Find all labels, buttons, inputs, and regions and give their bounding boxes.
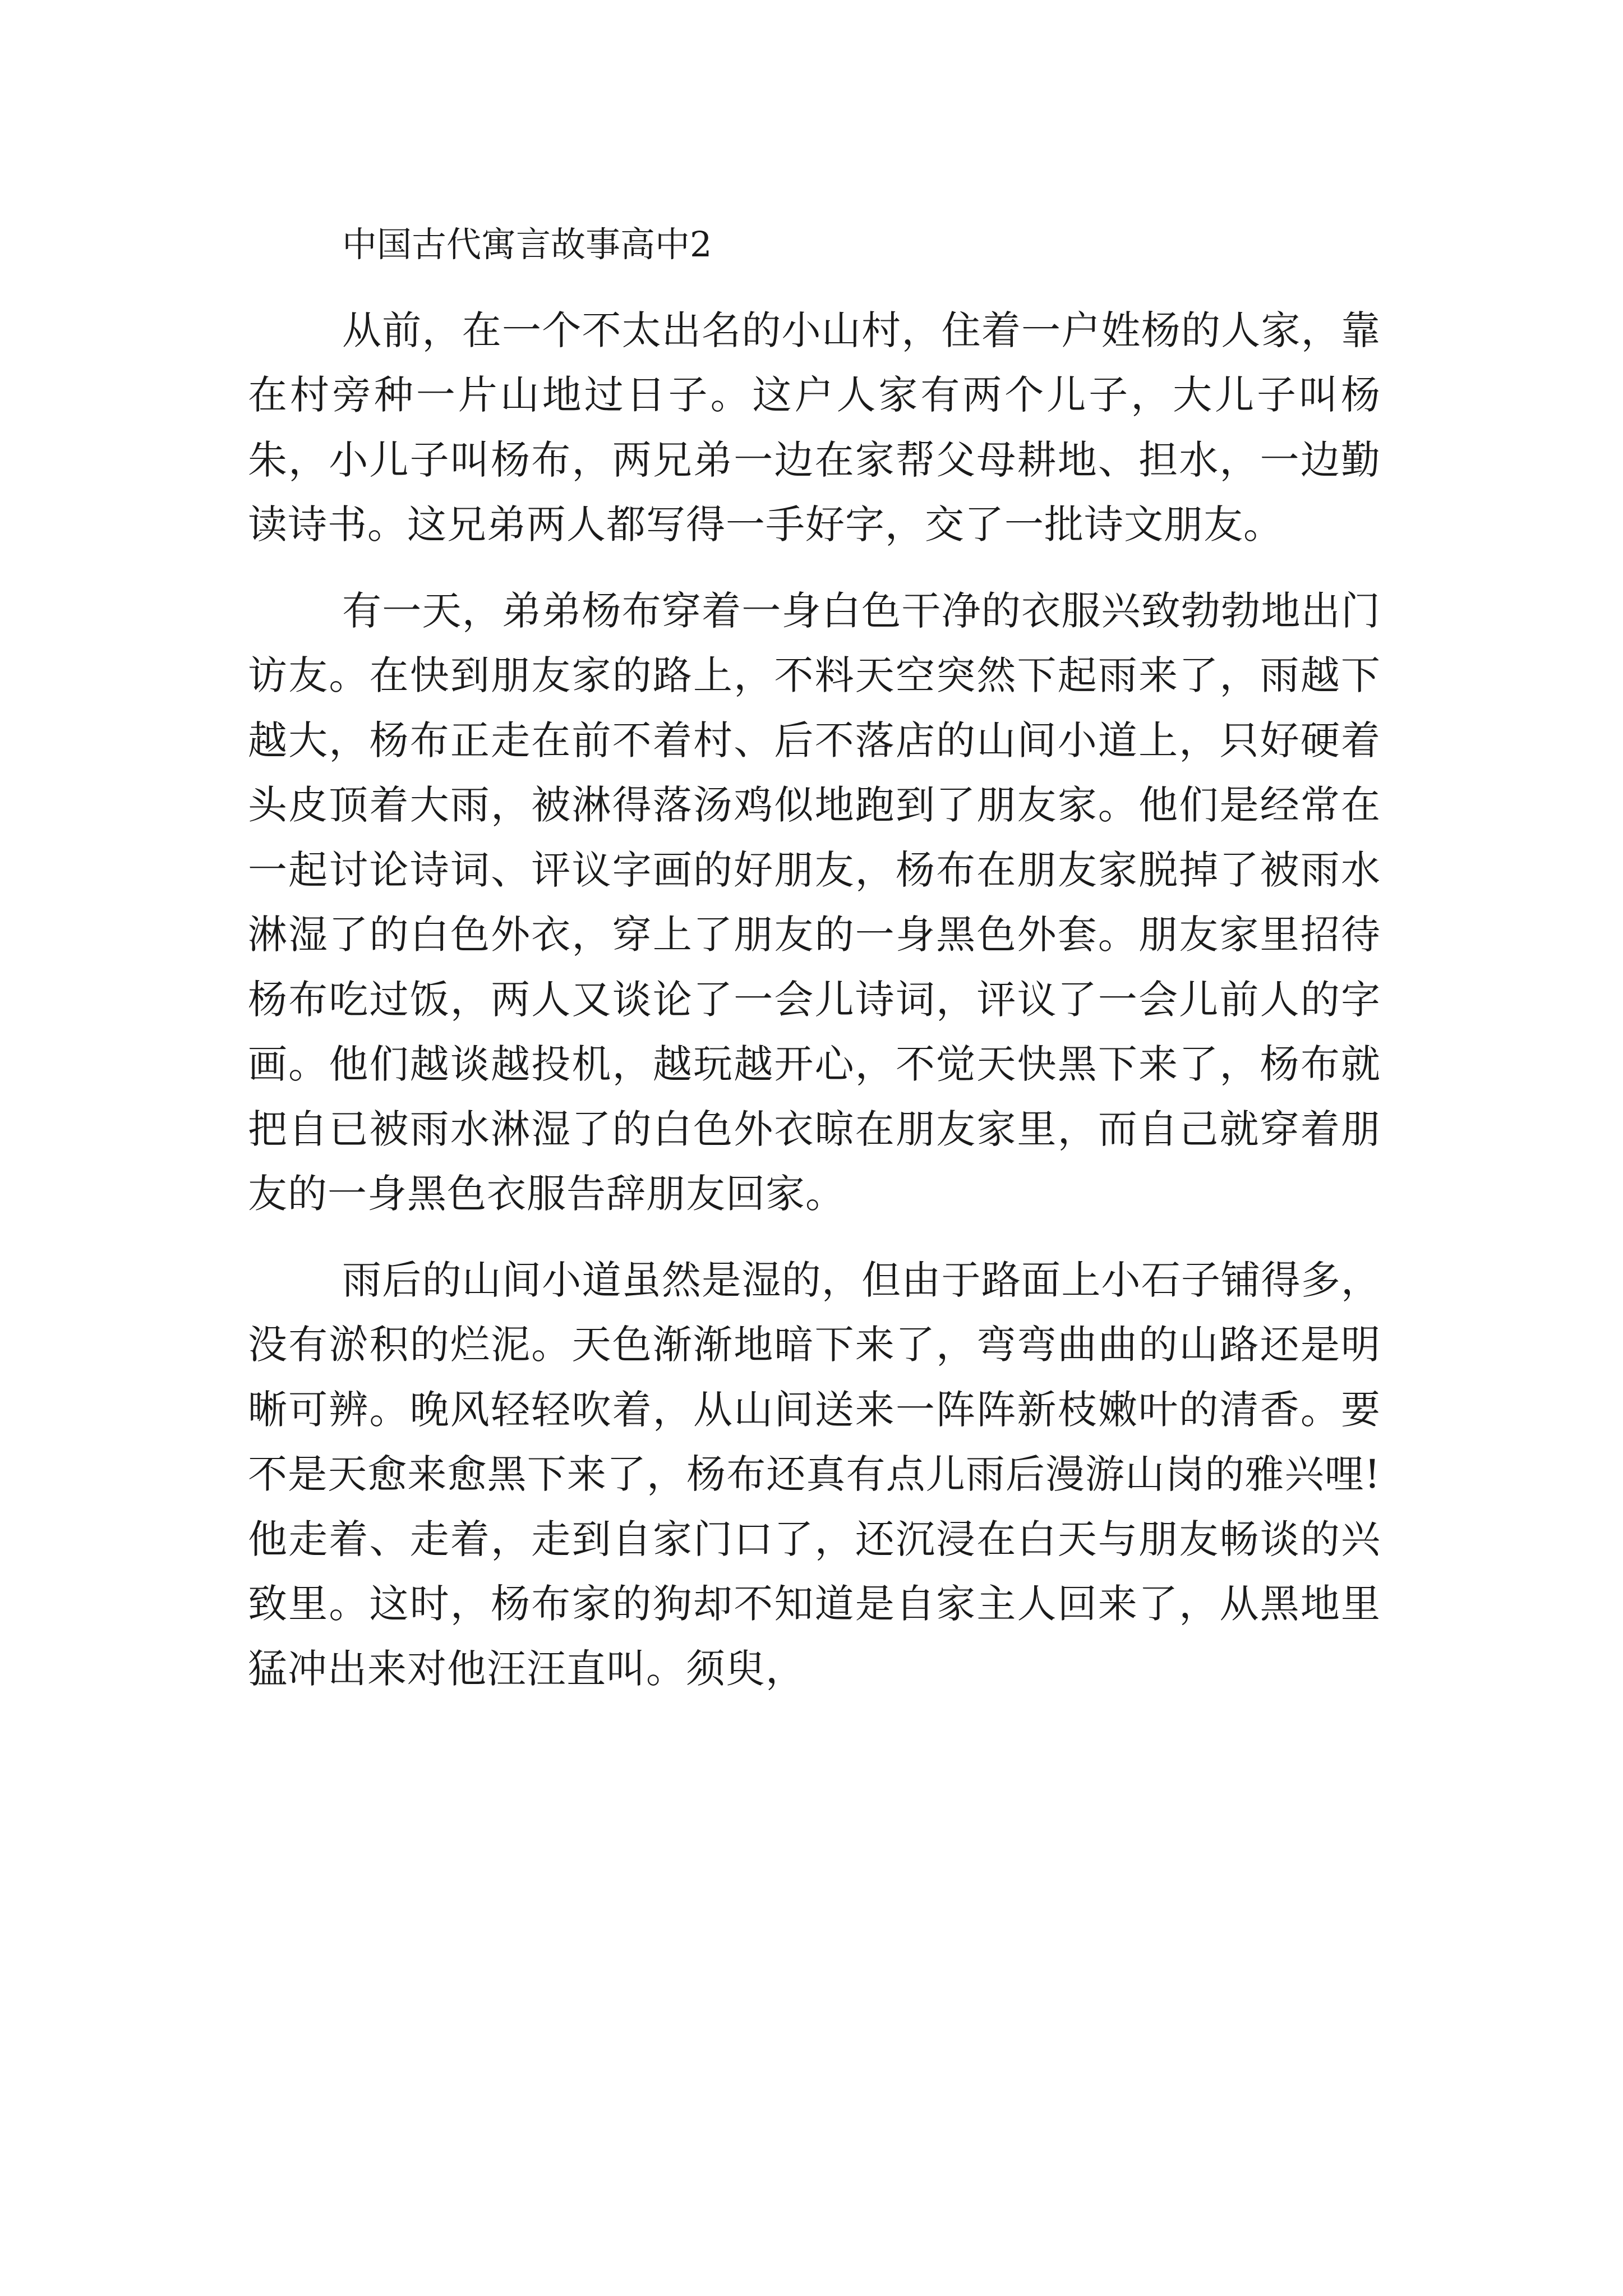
paragraph-2: 有一天，弟弟杨布穿着一身白色干净的衣服兴致勃勃地出门访友。在快到朋友家的路上，不料天空突然下起雨来了，雨越下越大，杨布正走在前不着村、后不落店的山间小道上，只好硬着头皮顶着大雨，被淋得落汤鸡似地跑到了朋友家。他们是经常在一起讨论诗词、评议字画的好朋友，杨布在朋友家脱掉了被雨水淋湿了的白色外衣，穿上了朋友的一身黑色外套。朋友家里招待杨布吃过饭，两人又谈论了一会儿诗词，评议了一会儿前人的字画。他们越谈越投机，越玩越开心，不觉天快黑下来了，杨布就把自已被雨水淋湿了的白色外衣晾在朋友家里，而自己就穿着朋友的一身黑色衣服告辞朋友回家。 bbox=[248, 587, 1381, 1217]
document-title: 中国古代寓言故事高中2 bbox=[342, 224, 712, 265]
paragraph-1: 从前，在一个不太出名的小山村，住着一户姓杨的人家，靠在村旁种一片山地过日子。这户人家有两个儿子，大儿子叫杨朱，小儿子叫杨布，两兄弟一边在家帮父母耕地、担水，一边勤读诗书。这兄弟两人都写得一手好字，交了一批诗文朋友。 bbox=[248, 307, 1381, 547]
document-body bbox=[248, 212, 1381, 1723]
paragraph-3: 雨后的山间小道虽然是湿的，但由于路面上小石子铺得多，没有淤积的烂泥。天色渐渐地暗下来了，弯弯曲曲的山路还是明晰可辨。晚风轻轻吹着，从山间送来一阵阵新枝嫩叶的清香。要不是天愈来愈黑下来了，杨布还真有点儿雨后漫游山岗的雅兴哩!他走着、走着，走到自家门口了，还沉浸在白天与朋友畅谈的兴致里。这时，杨布家的狗却不知道是自家主人回来了，从黑地里猛冲出来对他汪汪直叫。须臾， bbox=[248, 1257, 1381, 1692]
